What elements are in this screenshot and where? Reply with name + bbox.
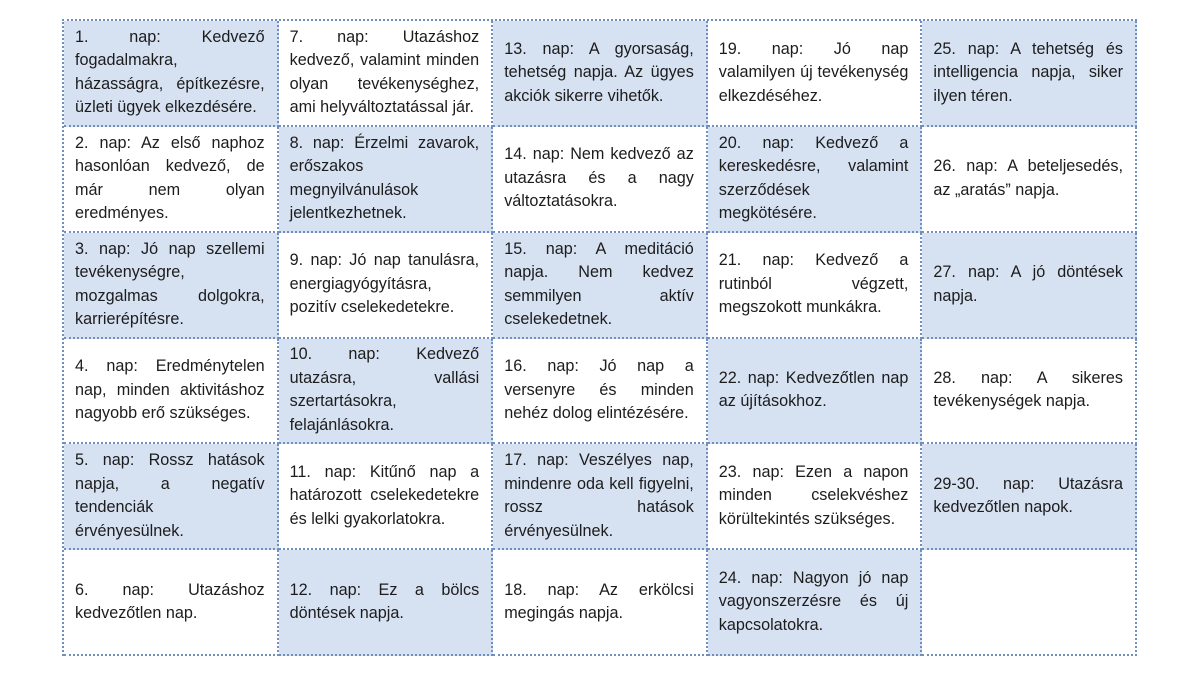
day-8-text: 8. nap: Érzelmi zavarok, erőszakos megnyilvánulások jelentkezhetnek.: [289, 133, 480, 223]
day-10-text: 10. nap: Kedvező utazásra, vallási szertartásokra, felajánlásokra.: [289, 345, 480, 434]
day-12-cell: [279, 550, 494, 656]
empty-cell: [922, 550, 1137, 656]
day-21-text: 21. nap: Kedvező a rutinból végzett, megszokott munkákra.: [718, 251, 909, 317]
day-27-cell: [922, 233, 1137, 339]
day-15-cell: [493, 233, 708, 339]
day-27-text: 27. nap: A jó döntések napja.: [933, 263, 1123, 305]
day-16-text: 16. nap: Jó nap a versenyre és minden nehéz dolog elintézésére.: [504, 357, 694, 423]
day-10-cell: [279, 339, 494, 445]
day-18-cell: [493, 550, 708, 656]
day-3-text: 3. nap: Jó nap szellemi tevékenységre, mozgalmas dolgokra, karrierépítésre.: [75, 239, 265, 329]
day-26-text: 26. nap: A beteljesedés, az „aratás” napja.: [933, 157, 1123, 199]
day-14-text: 14. nap: Nem kedvező az utazásra és a nagy változtatásokra.: [504, 145, 694, 211]
day-13-text: 13. nap: A gyorsaság, tehetség napja. Az ügyes akciók sikerre vihetők.: [504, 39, 694, 105]
day-6-text: 6. nap: Utazáshoz kedvezőtlen nap.: [75, 580, 265, 623]
day-21-cell: [708, 233, 923, 339]
day-1-cell: [64, 21, 279, 127]
day-28-cell: [922, 339, 1137, 445]
day-25-cell: [922, 21, 1137, 127]
day-11-cell: [279, 444, 494, 550]
day-13-cell: [493, 21, 708, 127]
day-23-cell: [708, 444, 923, 550]
lunar-day-table: [62, 19, 1137, 656]
day-29-30-cell: [922, 444, 1137, 550]
day-12-text: 12. nap: Ez a bölcs döntések napja.: [289, 580, 480, 623]
day-5-text: 5. nap: Rossz hatások napja, a negatív tendenciák érvényesülnek.: [75, 451, 265, 540]
day-17-text: 17. nap: Veszélyes nap, mindenre oda kell figyelni, rossz hatások érvényesülnek.: [504, 451, 694, 540]
day-24-text: 24. nap: Nagyon jó nap vagyonszerzésre és új kapcsolatokra.: [718, 568, 909, 634]
day-22-cell: [708, 339, 923, 445]
day-11-text: 11. nap: Kitűnő nap a határozott cselekedetekre és lelki gyakorlatokra.: [289, 462, 480, 528]
day-20-text: 20. nap: Kedvező a kereskedésre, valamint szerződések megkötésére.: [718, 133, 909, 223]
day-20-cell: [708, 127, 923, 233]
day-16-cell: [493, 339, 708, 445]
day-6-cell: [64, 550, 279, 656]
day-8-cell: [279, 127, 494, 233]
day-7-text: 7. nap: Utazáshoz kedvező, valamint minden olyan tevékenységhez, ami helyváltoztatással jár.: [289, 27, 480, 117]
day-24-cell: [708, 550, 923, 656]
day-14-cell: [493, 127, 708, 233]
day-2-text: 2. nap: Az első naphoz hasonlóan kedvező, de már nem olyan eredményes.: [75, 133, 265, 223]
day-1-text: 1. nap: Kedvező fogadalmakra, házasságra, építkezésre, üzleti ügyek elkezdésére.: [75, 27, 265, 117]
day-19-text: 19. nap: Jó nap valamilyen új tevékenység elkezdéséhez.: [718, 39, 909, 105]
day-5-cell: [64, 444, 279, 550]
day-23-text: 23. nap: Ezen a napon minden cselekvéshez körültekintés szükséges.: [718, 462, 909, 528]
day-2-cell: [64, 127, 279, 233]
day-18-text: 18. nap: Az erkölcsi megingás napja.: [504, 580, 694, 623]
day-15-text: 15. nap: A meditáció napja. Nem kedvez semmilyen aktív cselekedetnek.: [504, 239, 694, 329]
day-9-text: 9. nap: Jó nap tanulásra, energiagyógyításra, pozitív cselekedetekre.: [289, 251, 480, 317]
day-17-cell: [493, 444, 708, 550]
day-4-text: 4. nap: Eredménytelen nap, minden aktivitáshoz nagyobb erő szükséges.: [75, 357, 265, 423]
day-4-cell: [64, 339, 279, 445]
day-22-text: 22. nap: Kedvezőtlen nap az újításokhoz.: [718, 368, 909, 411]
day-9-cell: [279, 233, 494, 339]
day-26-cell: [922, 127, 1137, 233]
day-3-cell: [64, 233, 279, 339]
day-28-text: 28. nap: A sikeres tevékenységek napja.: [933, 368, 1123, 411]
day-7-cell: [279, 21, 494, 127]
day-25-text: 25. nap: A tehetség és intelligencia napja, siker ilyen téren.: [933, 39, 1123, 105]
day-19-cell: [708, 21, 923, 127]
day-29-30-text: 29-30. nap: Utazásra kedvezőtlen napok.: [933, 474, 1123, 517]
